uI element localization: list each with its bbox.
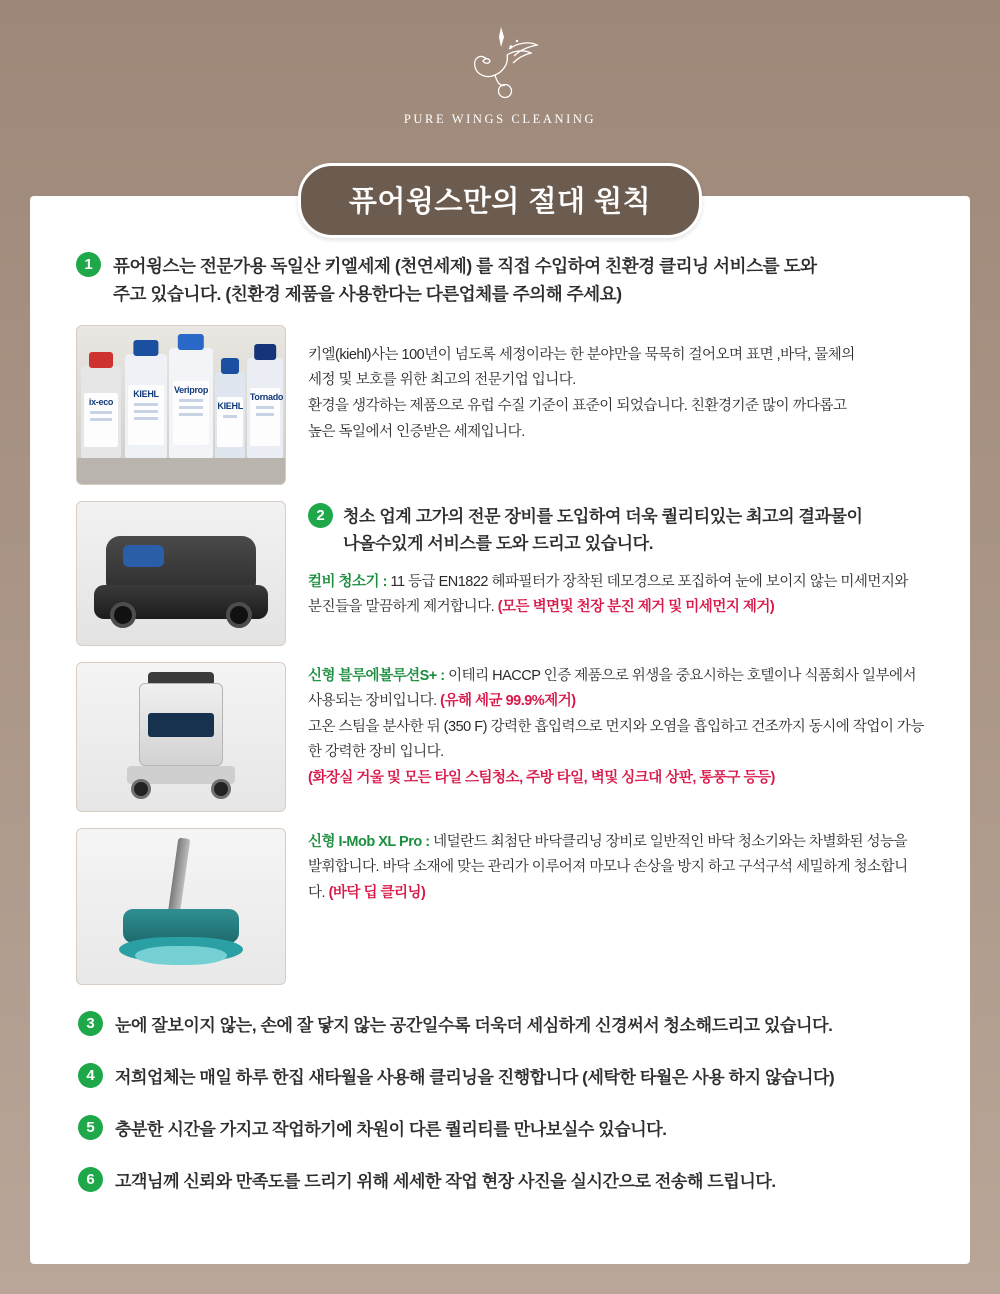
imob-xl-pro-floor-cleaner-photo: [76, 828, 286, 985]
number-badge-6: 6: [78, 1167, 103, 1192]
blue-evolution-steam-cleaner-photo: [76, 662, 286, 812]
principle-item-1: [76, 252, 924, 309]
number-badge-4: 4: [78, 1063, 103, 1088]
blue-evolution-highlight-1: (유해 세균 99.9%제거): [440, 693, 576, 710]
principle-1-text: [113, 252, 817, 309]
blue-evolution-lead-label: 신형 블루에볼루션S+ :: [308, 667, 449, 684]
kiehl-desc-line-3: 환경을 생각하는 제품으로 유럽 수질 기준이 표준이 되었습니다. 친환경기준 많이 까다롭고: [308, 398, 847, 415]
header: [0, 0, 1000, 160]
kirby-description: [308, 570, 924, 621]
brand-name: PURE WINGS CLEANING: [403, 112, 597, 126]
principle-2-line2: 나올수있게 서비스를 도와 드리고 있습니다.: [343, 534, 654, 554]
principle-item-5: [78, 1115, 924, 1140]
principle-4-text: 저희업체는 매일 하루 한집 새타월을 사용해 클리닝을 진행합니다 (세탁한 타월은 사용 하지 않습니다): [115, 1067, 835, 1087]
kirby-desc-text: 11 등급 EN1822 헤파필터가 장착된 데모경으로 포집하여 눈에 보이지 않는 미세먼지와 분진들을 말끔하게 제거합니다.: [308, 573, 908, 616]
principle-3-text: 눈에 잘보이지 않는, 손에 잘 닿지 않는 공간일수록 더욱더 세심하게 신경써서 청소해드리고 있습니다.: [115, 1015, 833, 1035]
kirby-vacuum-photo: [76, 501, 286, 646]
kirby-highlight: (모든 벽면및 천장 분진 제거 및 미세먼지 제거): [497, 599, 775, 616]
blue-evolution-line1: 이테리 HACCP 인증 제품으로 위생을 중요시하는 호텔이나 식품회사 일부에서 사용되는 장비입니다.: [308, 667, 917, 710]
kirby-lead-label: 컬비 청소기 :: [308, 573, 391, 590]
winged-bird-logo-icon: [455, 24, 545, 104]
principle-1-line1: 퓨어윙스는 전문가용 독일산 키엘세제 (천연세제) 를 직접 수입하여 친환경 클리닝 서비스를 도와: [113, 256, 817, 276]
principle-item-4: [78, 1063, 924, 1088]
principle-5-text: 충분한 시간을 가지고 작업하기에 차원이 다른 퀄리티를 만나보실수 있습니다.: [115, 1119, 667, 1139]
page-title: 퓨어윙스만의 절대 원칙: [298, 163, 702, 238]
kiehl-desc-line-2: 세정 및 보호를 위한 최고의 전문기업 입니다.: [308, 372, 576, 389]
kiehl-desc-line-1: 키엘(kiehl)사는 100년이 넘도록 세정이라는 한 분야만을 묵묵히 걸어오며 표면 ,바닥, 물체의: [308, 346, 855, 363]
principle-6-text: 고객님께 신뢰와 만족도를 드리기 위해 세세한 작업 현장 사진을 실시간으로 전송해 드립니다.: [115, 1171, 776, 1191]
kiehl-desc-line-4: 높은 독일에서 인증받은 세제입니다.: [308, 424, 525, 441]
imob-lead-label: 신형 I-Mob XL Pro :: [308, 833, 434, 850]
kiehl-section: [76, 325, 924, 485]
imob-highlight: (바닥 딥 클리닝): [328, 884, 426, 901]
number-badge-2: 2: [308, 503, 333, 528]
kiehl-detergent-bottles-photo: ix-eco KIEHL Veriprop KIEHL Tornado: [76, 325, 286, 485]
kiehl-description: [308, 325, 855, 485]
blue-evolution-highlight-2: (화장실 거울 및 모든 타일 스팀청소, 주방 타일, 벽및 싱크대 상판, 통풍구 등등): [308, 769, 775, 786]
principle-2-text: [343, 503, 863, 558]
principle-item-2: [308, 503, 924, 558]
principles-list-bottom: [76, 1011, 924, 1192]
principle-item-3: [78, 1011, 924, 1036]
principle-1-line2: 주고 있습니다. (친환경 제품을 사용한다는 다른업체를 주의해 주세요): [113, 284, 622, 305]
number-badge-5: 5: [78, 1115, 103, 1140]
blue-evolution-section: [76, 662, 924, 812]
imob-section: [76, 828, 924, 985]
content-card: [30, 196, 970, 1264]
number-badge-3: 3: [78, 1011, 103, 1036]
imob-desc-text: 네덜란드 최첨단 바닥클리닝 장비로 일반적인 바닥 청소기와는 차별화된 성능을 발휘합니다. 바닥 소재에 맞는 관리가 이루어져 마모나 손상을 방지 하고 구석구석 세밀하게 청소합니다.: [308, 833, 908, 901]
principle-2-line1: 청소 업계 고가의 전문 장비를 도입하여 더욱 퀄리티있는 최고의 결과물이: [343, 506, 863, 526]
number-badge-1: 1: [76, 252, 101, 277]
title-banner: [0, 163, 1000, 238]
kirby-section: [76, 501, 924, 646]
blue-evolution-line2: 고온 스팀을 분사한 뒤 (350 F) 강력한 흡입력으로 먼지와 오염을 흡입하고 건조까지 동시에 작업이 가능한 강력한 장비 입니다.: [308, 718, 924, 761]
principle-item-6: [78, 1167, 924, 1192]
imob-description: [308, 830, 924, 907]
blue-evolution-description: [308, 664, 924, 792]
